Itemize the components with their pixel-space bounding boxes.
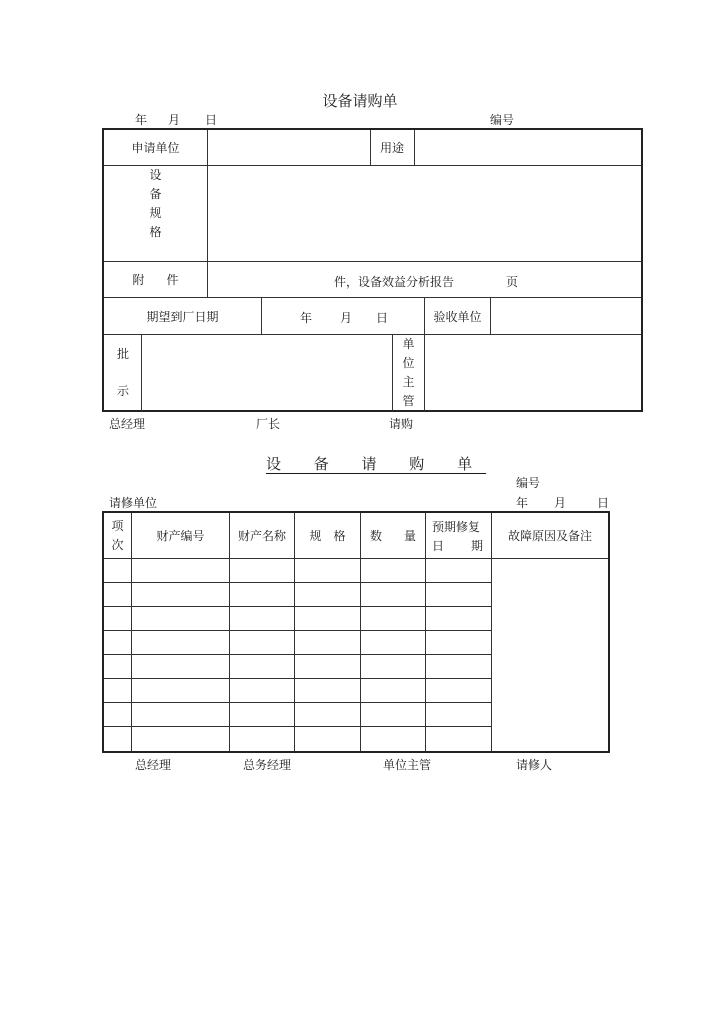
unit-supervisor-char: 主 [402,375,415,389]
purpose-label: 用途 [379,141,404,155]
header-qty-a: 数 [369,529,382,543]
purpose-field[interactable] [415,130,641,165]
header-spec-a: 规 [309,529,322,543]
divider [261,297,262,334]
form1-sig-factory-director: 厂长 [256,417,281,431]
form2-title: 设 备 请 购 单 [266,455,487,473]
divider [425,513,426,751]
unit-supervisor-label [393,335,424,411]
header-asset-name: 财产名称 [237,529,286,543]
header-asset-no: 财产编号 [156,529,205,543]
form1-table [102,128,643,412]
divider [104,702,491,703]
acceptance-unit-label: 验收单位 [433,309,482,324]
header-fault-notes: 故障原因及备注 [507,529,592,543]
spec-char: 备 [149,187,162,201]
expected-day: 日 [376,311,389,325]
form1-sig-general-manager: 总经理 [109,417,146,431]
repair-unit-label: 请修单位 [109,496,158,510]
unit-supervisor-field[interactable] [425,335,641,411]
header-expected-repair-b1: 日 [432,539,445,553]
spec-char: 设 [149,168,162,182]
fault-notes-field[interactable] [492,559,608,751]
divider [104,654,491,655]
applicant-unit-field[interactable] [208,130,370,165]
applicant-unit-label: 申请单位 [131,141,180,155]
header-item-b: 次 [111,537,124,552]
form1-date-day: 日 [205,113,218,127]
form2-date-year: 年 [516,496,529,510]
header-expected-repair-b2: 期 [471,539,484,553]
approval-label-b: 示 [117,384,130,398]
form2-sig-general-manager: 总经理 [135,758,172,772]
attachment-text: 件，设备效益分析报告 [334,275,455,289]
form2-date-month: 月 [554,496,567,510]
attachment-pages: 页 [506,275,519,289]
form2-sig-unit-supervisor: 单位主管 [383,758,432,772]
approval-field[interactable] [142,335,392,411]
header-expected-repair-a: 预期修复 [432,520,481,534]
form1-title: 设备请购单 [322,92,398,110]
unit-supervisor-char: 管 [402,394,415,408]
form2-date-day: 日 [597,496,610,510]
header-qty-b: 量 [404,529,417,543]
expected-date-label: 期望到厂日期 [146,309,219,324]
header-item-a: 项 [111,518,124,533]
form1-number-label: 编号 [490,113,515,127]
expected-year: 年 [300,311,313,325]
attachment-label [104,262,207,297]
header-item [104,513,131,558]
form2-table [102,511,610,753]
divider [104,606,491,607]
spec-char: 格 [149,225,162,239]
unit-supervisor-char: 位 [402,356,415,370]
spec-char: 规 [149,206,162,220]
form1-date-year: 年 [135,113,148,127]
divider [104,582,491,583]
spec-field[interactable] [208,166,641,261]
form2-sig-repair-requester: 请修人 [516,758,553,772]
unit-supervisor-char: 单 [402,337,415,351]
expected-month: 月 [340,311,353,325]
divider [104,726,491,727]
form1-sig-requester: 请购 [389,417,414,431]
approval-label-a: 批 [117,347,130,361]
divider [104,630,491,631]
attachment-label-b: 件 [166,273,179,287]
divider [104,678,491,679]
form2-number-label: 编号 [516,476,541,490]
attachment-label-a: 附 [132,273,145,287]
spec-label [104,166,207,246]
header-spec-b: 格 [333,529,346,543]
form1-date-month: 月 [168,113,181,127]
header-spec [295,513,360,558]
header-qty [361,513,425,558]
form2-sig-general-affairs-manager: 总务经理 [243,758,292,772]
acceptance-unit-field[interactable] [491,298,641,334]
